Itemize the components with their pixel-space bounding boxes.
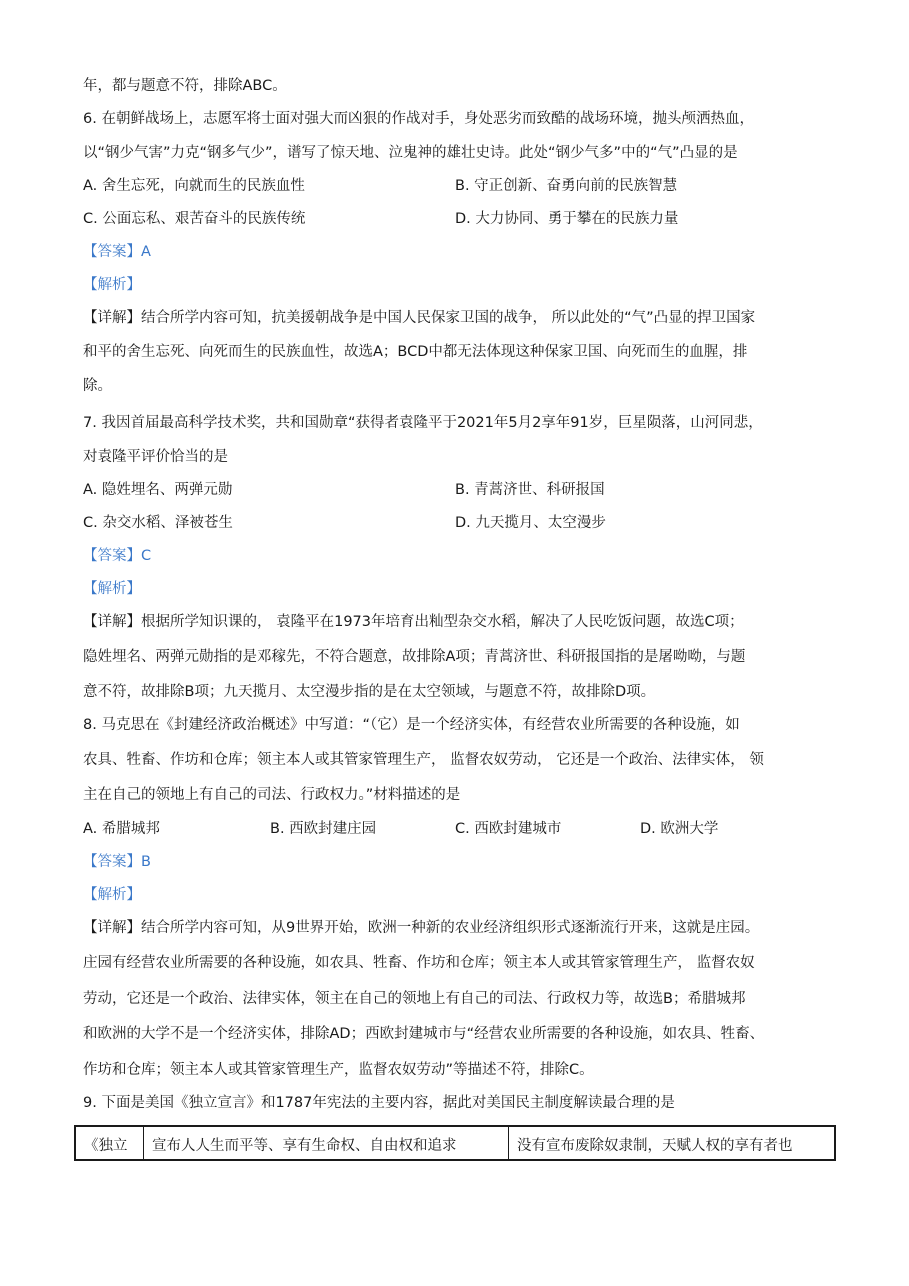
question-8-stem: 农具、牲畜、作坊和仓库；领主本人或其管家管理生产， 监督农奴劳动， 它还是一个政治、法律实体， 领: [83, 752, 764, 768]
q6-detail: 除。: [83, 378, 112, 394]
q7-analysis-label: 【解析】: [83, 581, 141, 597]
question-6-stem: 以“钢少气害”力克“钢多气少”，谱写了惊天地、泣鬼神的雄壮史诗。此处“钢少气多”中的“气”凸显的是: [83, 145, 738, 161]
q8-detail: 作坊和仓库；领主本人或其管家管理生产，监督农奴劳动”等描述不符，排除C。: [83, 1062, 594, 1078]
q7-option-d: D. 九天揽月、太空漫步: [455, 515, 606, 531]
q8-analysis-label: 【解析】: [83, 887, 141, 903]
q8-detail: 【详解】结合所学内容可知，从9世界开始，欧洲一种新的农业经济组织形式逐渐流行开来，这就是庄园。: [83, 920, 760, 936]
q6-answer: 【答案】A: [83, 244, 151, 260]
q6-option-b: B. 守正创新、奋勇向前的民族智慧: [455, 178, 678, 194]
question-8-stem: 主在自己的领地上有自己的司法、行政权力。”材料描述的是: [83, 787, 461, 803]
q8-option-b: B. 西欧封建庄园: [270, 821, 377, 837]
question-6-stem: 6. 在朝鲜战场上，志愿军将士面对强大而凶狠的作战对手，身处恶劣而致酷的战场环境，抛头颅洒热血，: [83, 111, 754, 127]
q8-detail: 劳动，它还是一个政治、法律实体，领主在自己的领地上有自己的司法、行政权力等，故选B；希腊城邦: [83, 991, 746, 1007]
q7-option-a: A. 隐姓埋名、两弹元勋: [83, 482, 233, 498]
q6-option-a: A. 舍生忘死，向就而生的民族血性: [83, 178, 305, 194]
table-cell: 《独立: [76, 1127, 144, 1159]
q7-detail: 意不符，故排除B项；九天揽月、太空漫步指的是在太空领域，与题意不符，故排除D项。: [83, 684, 656, 700]
q6-option-d: D. 大力协同、勇于攀在的民族力量: [455, 211, 679, 227]
q8-option-c: C. 西欧封建城市: [455, 821, 562, 837]
table-cell: 宣布人人生而平等、享有生命权、自由权和追求: [144, 1127, 509, 1159]
comparison-table: [74, 1125, 836, 1161]
q7-option-c: C. 杂交水稻、泽被苍生: [83, 515, 233, 531]
q8-answer: 【答案】B: [83, 854, 151, 870]
q8-option-a: A. 希腊城邦: [83, 821, 160, 837]
q7-answer: 【答案】C: [83, 548, 152, 564]
q6-detail: 和平的舍生忘死、向死而生的民族血性，故选A；BCD中都无法体现这种保家卫国、向死而生的血腥，排: [83, 344, 748, 360]
q6-analysis-label: 【解析】: [83, 277, 141, 293]
q7-option-b: B. 青蒿济世、科研报国: [455, 482, 605, 498]
table-cell: 没有宣布废除奴隶制，天赋人权的享有者也: [517, 1138, 793, 1154]
question-8-stem: 8. 马克思在《封建经济政治概述》中写道：“（它）是一个经济实体，有经营农业所需要的各种设施，如: [83, 717, 740, 733]
q7-detail: 【详解】根据所学知识课的， 袁隆平在1973年培育出籼型杂交水稻，解决了人民吃饭问题，故选C项；: [83, 614, 744, 630]
q8-detail: 庄园有经营农业所需要的各种设施，如农具、牲畜、作坊和仓库；领主本人或其管家管理生产， 监督农奴: [83, 955, 755, 971]
question-7-stem: 7. 我因首届最高科学技术奖，共和国勋章“获得者袁隆平于2021年5月2享年91岁，巨星陨落，山河同悲，: [83, 415, 763, 431]
question-9-stem: 9. 下面是美国《独立宣言》和1787年宪法的主要内容，据此对美国民主制度解读最合理的是: [83, 1095, 675, 1111]
question-7-stem: 对袁隆平评价恰当的是: [83, 449, 228, 465]
q7-detail: 隐姓埋名、两弹元勋指的是邓稼先，不符合题意，故排除A项；青蒿济世、科研报国指的是屠呦呦，与题: [83, 649, 746, 665]
q8-option-d: D. 欧洲大学: [640, 821, 719, 837]
text-line: 年，都与题意不符，排除ABC。: [83, 78, 287, 94]
q6-option-c: C. 公面忘私、艰苦奋斗的民族传统: [83, 211, 306, 227]
q8-detail: 和欧洲的大学不是一个经济实体，排除AD；西欧封建城市与“经营农业所需要的各种设施，如农具、牲畜、: [83, 1026, 765, 1042]
q6-detail: 【详解】结合所学内容可知，抗美援朝战争是中国人民保家卫国的战争， 所以此处的“气”凸显的捍卫国家: [83, 310, 756, 326]
